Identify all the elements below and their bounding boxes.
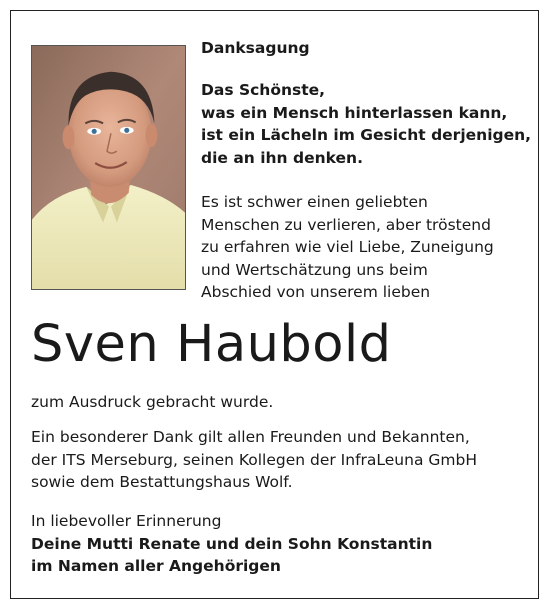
intro-line: und Wertschätzung uns beim <box>201 260 428 279</box>
thanks-paragraph <box>31 426 477 494</box>
quote-line: was ein Mensch hinterlassen kann, <box>201 103 508 122</box>
portrait-photo <box>31 45 186 290</box>
intro-line: Menschen zu verlieren, aber tröstend <box>201 215 491 234</box>
quote-line: ist ein Lächeln im Gesicht derjenigen, <box>201 126 532 144</box>
quote-line: Das Schönste, <box>201 81 326 99</box>
closing-block <box>31 510 432 578</box>
closing-intro: In liebevoller Erinnerung <box>31 512 222 530</box>
after-name-text: zum Ausdruck gebracht wurde. <box>31 393 274 411</box>
intro-line: Abschied von unserem lieben <box>201 283 431 301</box>
portrait-image <box>32 46 185 289</box>
signature-line: im Namen aller Angehörigen <box>31 557 281 575</box>
thanks-line: sowie dem Bestattungshaus Wolf. <box>31 473 293 491</box>
signature-line: Deine Mutti Renate und dein Sohn Konstantin <box>31 534 433 553</box>
memorial-quote <box>201 79 531 169</box>
intro-line: zu erfahren wie viel Liebe, Zuneigung <box>201 238 494 256</box>
heading: Danksagung <box>201 39 310 57</box>
quote-line: die an ihn denken. <box>201 148 363 167</box>
thanks-line: der ITS Merseburg, seinen Kollegen der InfraLeuna GmbH <box>31 450 477 469</box>
intro-paragraph <box>201 191 494 304</box>
intro-line: Es ist schwer einen geliebten <box>201 193 428 211</box>
deceased-name: Sven Haubold <box>31 315 392 374</box>
thanks-line: Ein besonderer Dank gilt allen Freunden und Bekannten, <box>31 428 470 446</box>
